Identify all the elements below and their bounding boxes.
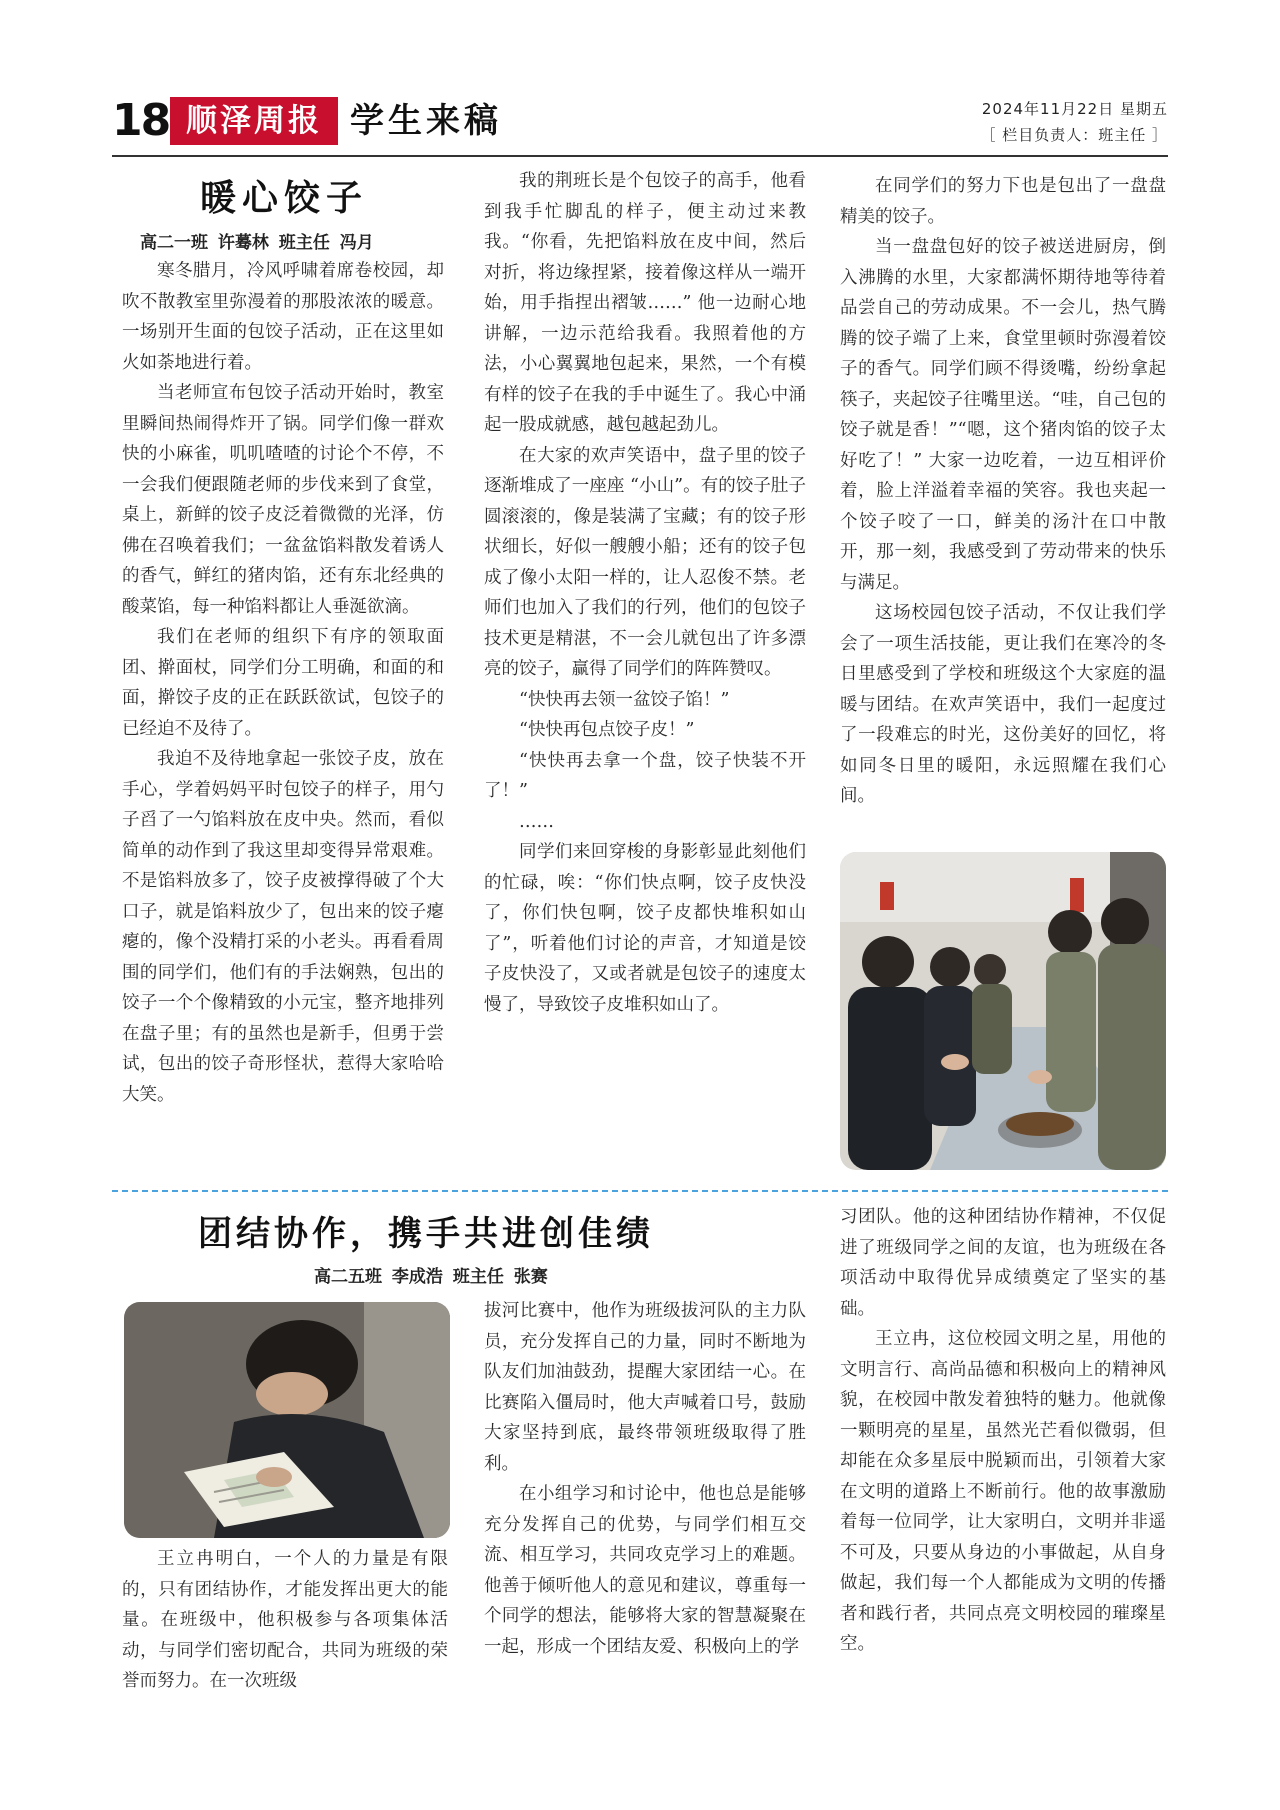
- article2-column-2: [484, 1296, 806, 1662]
- article2-column-3: [840, 1202, 1166, 1660]
- article2-column-1: [122, 1544, 448, 1697]
- article2-title: 团结协作，携手共进创佳绩: [198, 1214, 654, 1254]
- paragraph: 这场校园包饺子活动，不仅让我们学会了一项生活技能，更让我们在寒冷的冬日里感受到了学校和班级这个大家庭的温暖与团结。在欢声笑语中，我们一起度过了一段难忘的时光，这份美好的回忆，将如同冬日里的暖阳，永远照耀在我们心间。: [840, 603, 1166, 806]
- paragraph: 寒冬腊月，冷风呼啸着席卷校园，却吹不散教室里弥漫着的那股浓浓的暖意。一场别开生面的包饺子活动，正在这里如火如荼地进行着。: [122, 261, 444, 373]
- paragraph: 拔河比赛中，他作为班级拔河队的主力队员，充分发挥自己的力量，同时不断地为队友们加油鼓劲，提醒大家团结一心。在比赛陷入僵局时，他大声喊着口号，鼓励大家坚持到底，最终带领班级取得了胜利。: [484, 1301, 806, 1474]
- paragraph: 在小组学习和讨论中，他也总是能够充分发挥自己的优势，与同学们相互交流、相互学习，共同攻克学习上的难题。他善于倾听他人的意见和建议，尊重每一个同学的想法，能够将大家的智慧凝聚在一起，形成一个团结友爱、积极向上的学: [484, 1484, 806, 1657]
- article1-column-3: [840, 171, 1166, 812]
- column-editor: ［ 栏目负责人：班主任 ］: [980, 126, 1168, 144]
- student-reading-photo: [124, 1302, 450, 1538]
- paragraph: 同学们来回穿梭的身影彰显此刻他们的忙碌，唉：“你们快点啊，饺子皮快没了，你们快包啊，饺子皮都快堆积如山了”，听着他们讨论的声音，才知道是饺子皮快没了，又或者就是包饺子的速度太慢了，导致饺子皮堆积如山了。: [484, 842, 806, 1015]
- paragraph: 在大家的欢声笑语中，盘子里的饺子逐渐堆成了一座座 “小山”。有的饺子肚子圆滚滚的，像是装满了宝藏；有的饺子形状细长，好似一艘艘小船；还有的饺子包成了像小太阳一样的，让人忍俊不禁。老师们也加入了我们的行列，他们的包饺子技术更是精湛，不一会儿就包出了许多漂亮的饺子，赢得了同学们的阵阵赞叹。: [484, 445, 806, 679]
- dumpling-activity-photo: [840, 852, 1166, 1170]
- paragraph: “快快再去拿一个盘，饺子快装不开了！”: [484, 750, 806, 801]
- page-number: 18: [112, 95, 170, 146]
- section-divider: [112, 1190, 1168, 1192]
- section-title: 学生来稿: [350, 101, 502, 141]
- paragraph: 我迫不及待地拿起一张饺子皮，放在手心，学着妈妈平时包饺子的样子，用勺子舀了一勺馅料放在皮中央。然而，看似简单的动作到了我这里却变得异常艰难。不是馅料放多了，饺子皮被撑得破了个大口子，就是馅料放少了，包出来的饺子瘪瘪的，像个没精打采的小老头。再看看周围的同学们，他们有的手法娴熟，包出的饺子一个个像精致的小元宝，整齐地排列在盘子里；有的虽然也是新手，但勇于尝试，包出的饺子奇形怪状，惹得大家哈哈大笑。: [122, 749, 444, 1105]
- paragraph: “快快再包点饺子皮！”: [519, 720, 695, 740]
- paragraph: 我的荆班长是个包饺子的高手，他看到我手忙脚乱的样子，便主动过来教我。“你看，先把馅料放在皮中间，然后对折，将边缘捏紧，接着像这样从一端开始，用手指捏出褶皱……” 他一边耐心地讲解，一边示范给我看。我照着他的方法，小心翼翼地包起来，果然，一个有模有样的饺子在我的手中诞生了。我心中涌起一股成就感，越包越起劲儿。: [484, 171, 806, 435]
- paragraph: 在同学们的努力下也是包出了一盘盘精美的饺子。: [840, 176, 1166, 227]
- newspaper-logo: 顺泽周报: [170, 97, 338, 145]
- article1-column-2: [484, 166, 806, 1020]
- article2-byline: 高二五班 李成浩 班主任 张赛: [314, 1267, 548, 1287]
- article1-title: 暖心饺子: [200, 178, 369, 219]
- paragraph: “快快再去领一盆饺子馅！”: [519, 689, 730, 710]
- paragraph: ……: [519, 811, 554, 832]
- paragraph: 当老师宣布包饺子活动开始时，教室里瞬间热闹得炸开了锅。同学们像一群欢快的小麻雀，叽叽喳喳的讨论个不停，不一会我们便跟随老师的步伐来到了食堂，桌上，新鲜的饺子皮泛着微微的光泽，仿佛在召唤着我们；一盆盆馅料散发着诱人的香气，鲜红的猪肉馅，还有东北经典的酸菜馅，每一种馅料都让人垂涎欲滴。: [122, 383, 444, 617]
- paragraph: 习团队。他的这种团结协作精神，不仅促进了班级同学之间的友谊，也为班级在各项活动中取得优异成绩奠定了坚实的基础。: [840, 1207, 1166, 1319]
- paragraph: 我们在老师的组织下有序的领取面团、擀面杖，同学们分工明确，和面的和面，擀饺子皮的正在跃跃欲试，包饺子的已经迫不及待了。: [122, 627, 444, 739]
- issue-date: 2024年11月22日 星期五: [981, 100, 1168, 118]
- paragraph: 王立冉明白，一个人的力量是有限的，只有团结协作，才能发挥出更大的能量。在班级中，他积极参与各项集体活动，与同学们密切配合，共同为班级的荣誉而努力。在一次班级: [122, 1549, 448, 1691]
- article1-column-1: [122, 256, 444, 1110]
- header-rule: [112, 155, 1168, 157]
- paragraph: 当一盘盘包好的饺子被送进厨房，倒入沸腾的水里，大家都满怀期待地等待着品尝自己的劳动成果。不一会儿，热气腾腾的饺子端了上来，食堂里顿时弥漫着饺子的香气。同学们顾不得烫嘴，纷纷拿起筷子，夹起饺子往嘴里送。“哇，自己包的饺子就是香！”“嗯，这个猪肉馅的饺子太好吃了！” 大家一边吃着，一边互相评价着，脸上洋溢着幸福的笑容。我也夹起一个饺子咬了一口，鲜美的汤汁在口中散开，那一刻，我感受到了劳动带来的快乐与满足。: [840, 237, 1166, 593]
- article1-byline: 高二一班 许蓦林 班主任 冯月: [140, 233, 374, 253]
- paragraph: 王立冉，这位校园文明之星，用他的文明言行、高尚品德和积极向上的精神风貌，在校园中散发着独特的魅力。他就像一颗明亮的星星，虽然光芒看似微弱，但却能在众多星辰中脱颖而出，引领着大家在文明的道路上不断前行。他的故事激励着每一位同学，让大家明白，文明并非遥不可及，只要从身边的小事做起，从自身做起，我们每一个人都能成为文明的传播者和践行者，共同点亮文明校园的璀璨星空。: [840, 1329, 1166, 1654]
